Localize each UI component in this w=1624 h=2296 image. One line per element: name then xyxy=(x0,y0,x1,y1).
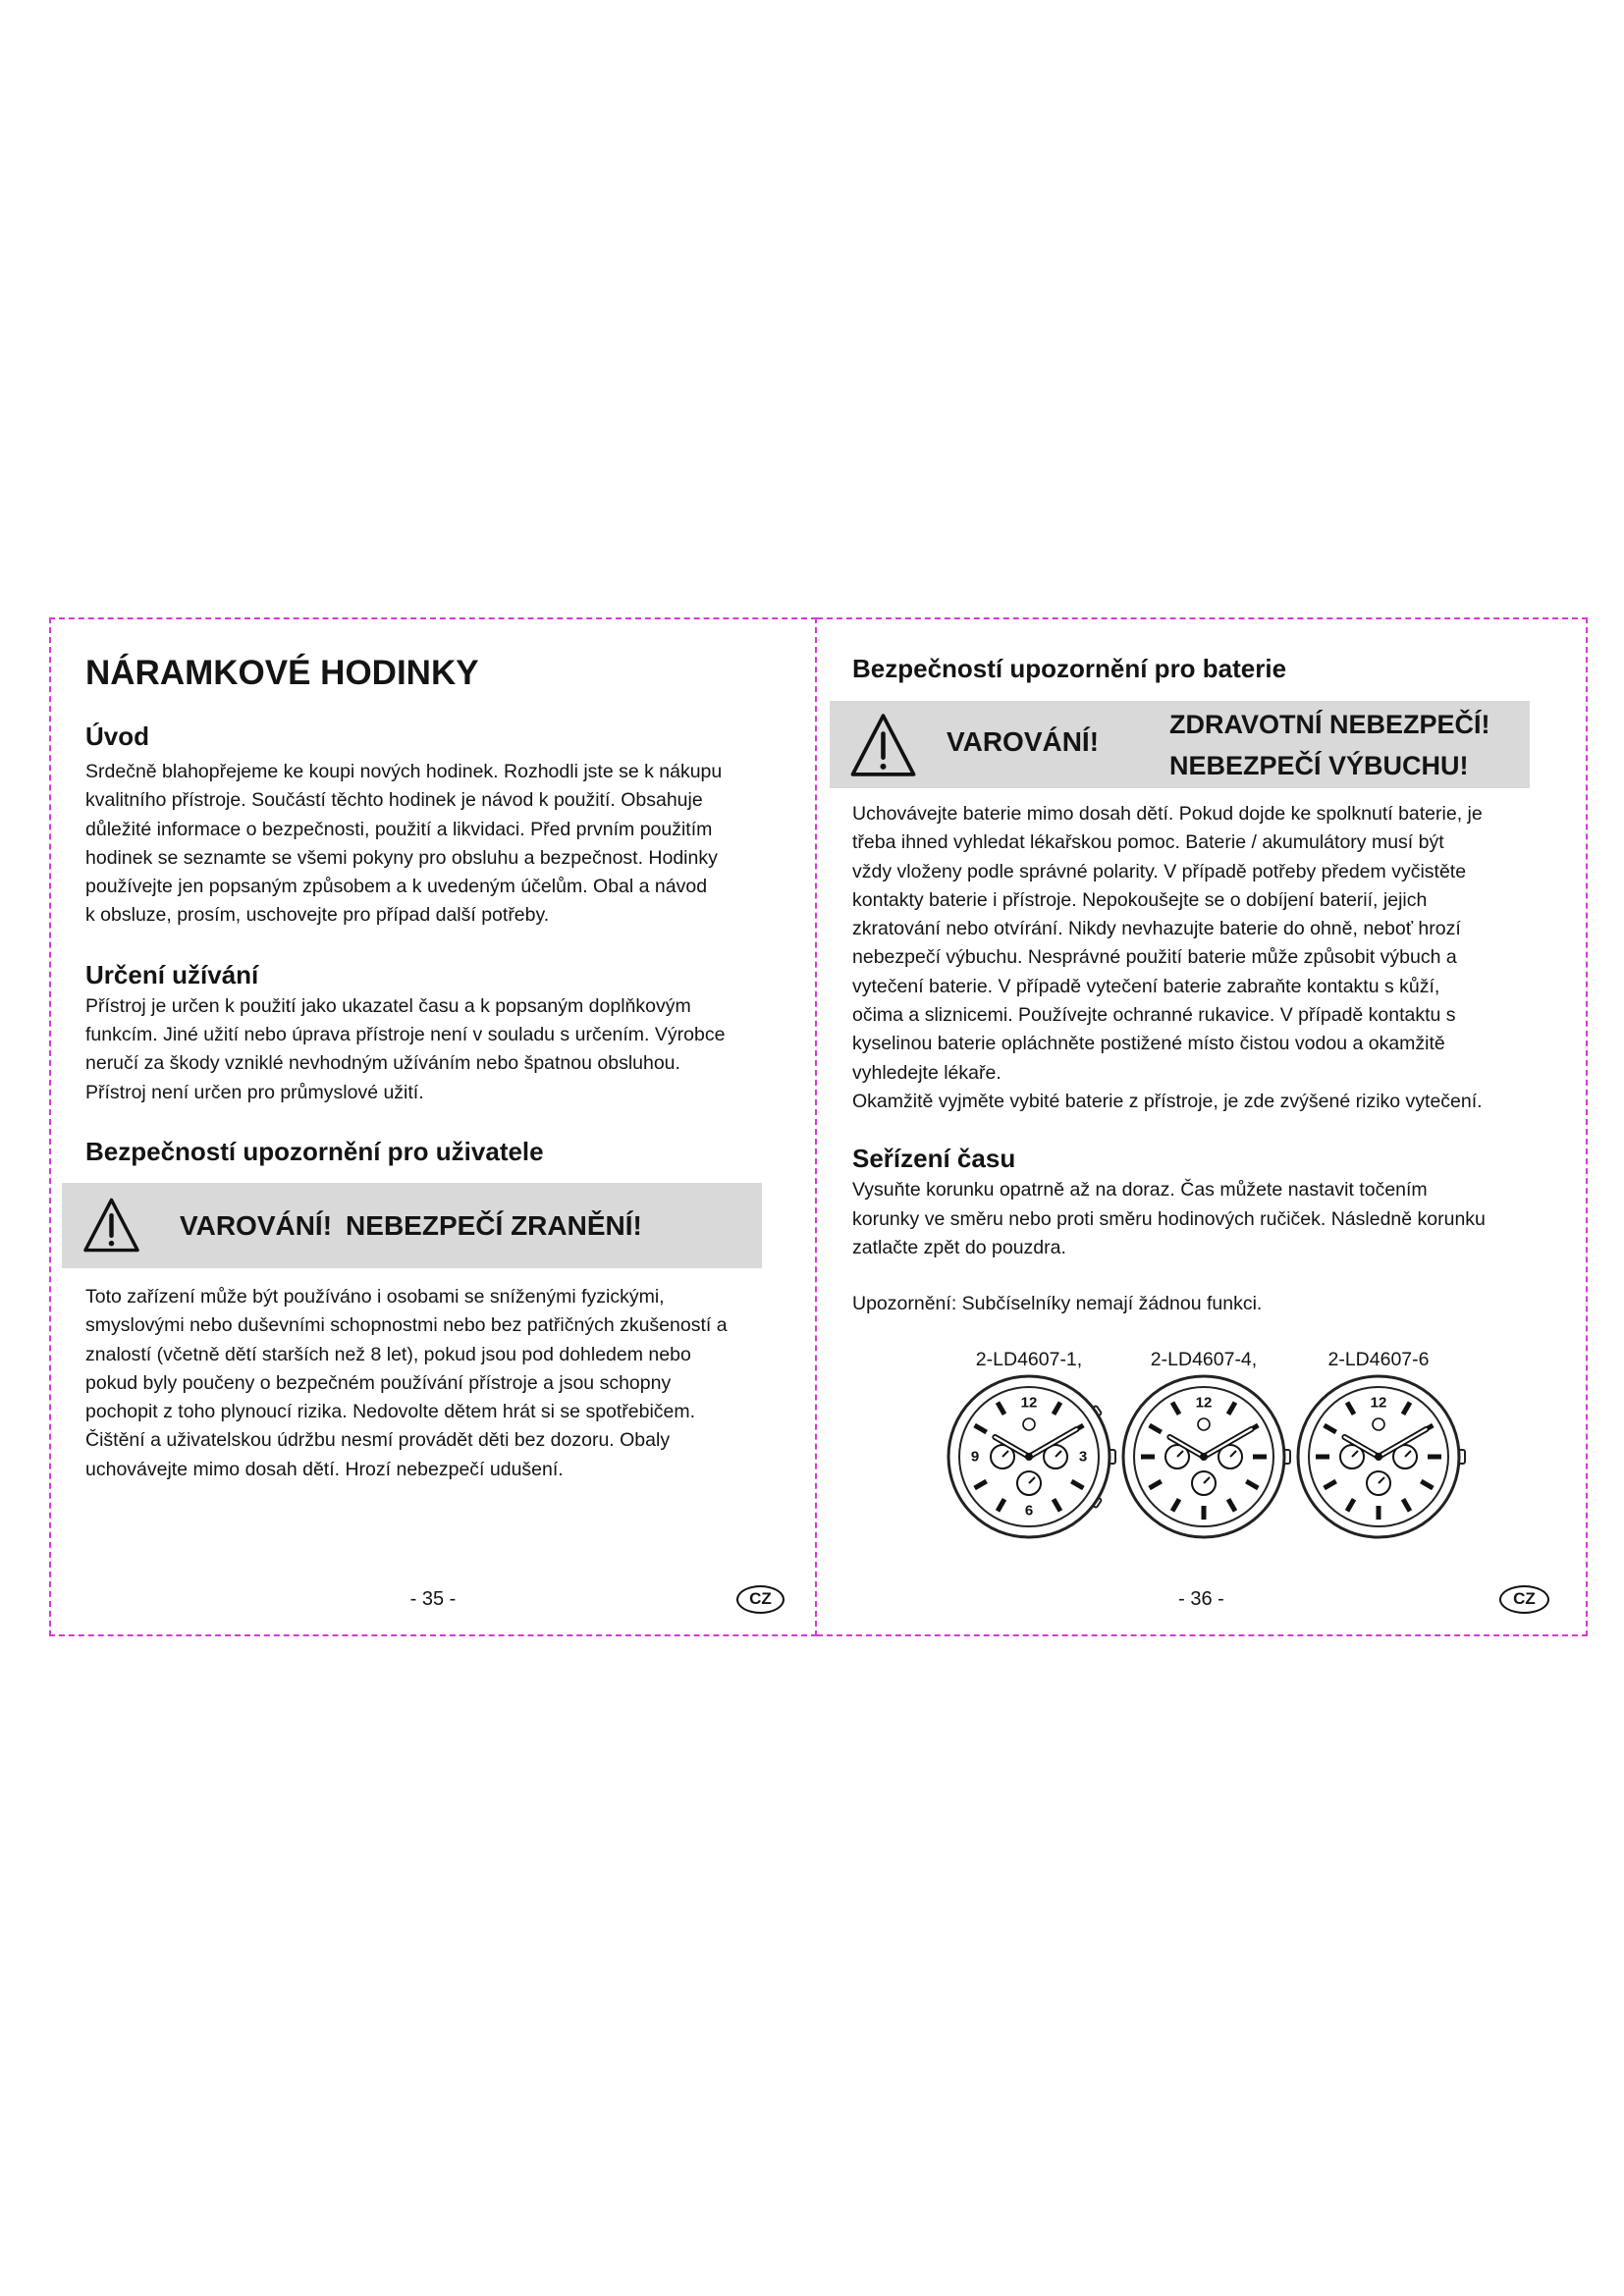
center-cap xyxy=(1025,1453,1033,1461)
dial-numeral-9: 9 xyxy=(970,1448,980,1466)
center-cap xyxy=(1375,1453,1382,1461)
warning-label: VAROVÁNÍ! xyxy=(947,726,1100,757)
language-badge: CZ xyxy=(736,1585,785,1614)
warning-label: VAROVÁNÍ! xyxy=(180,1209,333,1241)
center-cap xyxy=(1200,1453,1208,1461)
text-line: vždy vloženy podle správné polarity. V případě potřeby předem vyčistěte xyxy=(852,860,1467,882)
watch-illustration xyxy=(1291,1372,1466,1541)
time-setting-paragraph xyxy=(852,1176,1574,1262)
section-heading-intro: Úvod xyxy=(85,721,149,751)
warning-text xyxy=(180,1183,642,1268)
text-line: korunky ve směru nebo proti směru hodinových ručiček. Následně korunku xyxy=(852,1207,1486,1230)
watch-model-label: 2-LD4607-4, xyxy=(1150,1349,1258,1371)
text-line: Okamžitě vyjměte vybité baterie z přístroje, je zde zvýšené riziko vytečení. xyxy=(852,1090,1483,1112)
dial-numeral-12: 12 xyxy=(1370,1394,1387,1412)
warning-box-battery xyxy=(830,701,1530,788)
brand-emblem xyxy=(1023,1418,1035,1430)
brand-emblem xyxy=(1198,1418,1210,1430)
text-line: vytečení baterie. V případě vytečení baterie zabraňte kontaktu s kůží, xyxy=(852,975,1440,997)
warning-box-injury xyxy=(62,1183,762,1268)
battery-safety-paragraph xyxy=(852,800,1574,1116)
page-number: - 36 - xyxy=(1178,1588,1224,1610)
text-line: smyslovými nebo duševními schopnostmi nebo bez patřičných zkušeností a xyxy=(85,1314,728,1337)
watch-illustration xyxy=(1116,1372,1291,1541)
text-line: Toto zařízení může být používáno i osobami se sníženými fyzickými, xyxy=(85,1285,665,1308)
text-line: Přístroj není určen pro průmyslové užití. xyxy=(85,1081,424,1103)
right-page-content xyxy=(852,652,1574,1541)
watch-model-label: 2-LD4607-1, xyxy=(975,1349,1083,1371)
text-line: funkcím. Jiné užití nebo úprava přístroje není v souladu s určením. Výrobce xyxy=(85,1024,726,1046)
warning-hazard: NEBEZPEČÍ ZRANĚNÍ! xyxy=(346,1209,642,1241)
text-line: nebezpečí výbuchu. Nesprávné použití baterie může způsobit výbuch a xyxy=(852,946,1457,969)
watch-model xyxy=(942,1347,1116,1541)
user-safety-paragraph xyxy=(85,1283,807,1484)
text-line: třeba ihned vyhledat lékařskou pomoc. Baterie / akumulátory musí být xyxy=(852,831,1444,854)
text-line: vyhledejte lékaře. xyxy=(852,1061,1001,1084)
watch-model xyxy=(1291,1347,1466,1541)
warning-triangle-icon xyxy=(849,711,917,779)
text-line: kyselinou baterie opláchněte postižené místo čistou vodou a okamžitě xyxy=(852,1033,1445,1055)
text-line: Přístroj je určen k použití jako ukazatel času a k popsaným doplňkovým xyxy=(85,994,691,1017)
text-line: pochopit z toho plynoucí rizika. Nedovolte dětem hrát si se spotřebičem. xyxy=(85,1401,696,1423)
text-line: neručí za škody vzniklé nevhodným užíváním nebo špatnou obsluhou. xyxy=(85,1052,680,1075)
section-heading-battery-safety: Bezpečností upozornění pro baterie xyxy=(852,654,1287,683)
text-line: zatlačte zpět do pouzdra. xyxy=(852,1236,1066,1258)
dial-numeral-12: 12 xyxy=(1020,1394,1038,1412)
watch-models xyxy=(942,1347,1574,1541)
subdial-note: Upozornění: Subčíselníky nemají žádnou funkci. xyxy=(852,1293,1263,1315)
watch-model-label: 2-LD4607-6 xyxy=(1327,1349,1430,1371)
text-line: uchovávejte mimo dosah dětí. Hrozí nebezpečí udušení. xyxy=(85,1458,564,1480)
text-line: očima a sliznicemi. Používejte ochranné rukavice. V případě kontaktu s xyxy=(852,1004,1456,1027)
section-heading-intended-use: Určení užívání xyxy=(85,959,259,989)
text-line: důležité informace o bezpečnosti, použití a likvidaci. Před prvním použitím xyxy=(85,818,713,840)
right-page xyxy=(817,617,1588,1636)
text-line: hodinek se seznamte se všemi pokyny pro obsluhu a bezpečnost. Hodinky xyxy=(85,846,718,869)
intended-use-paragraph xyxy=(85,992,807,1107)
dial-numeral-12: 12 xyxy=(1195,1394,1213,1412)
text-line: Uchovávejte baterie mimo dosah dětí. Pokud dojde ke spolknutí baterie, je xyxy=(852,803,1483,825)
section-heading-user-safety: Bezpečností upozornění pro uživatele xyxy=(85,1136,544,1166)
watch-illustration xyxy=(942,1372,1116,1541)
warning-triangle-icon xyxy=(82,1196,140,1255)
text-line: Srdečně blahopřejeme ke koupi nových hodinek. Rozhodli jste se k nákupu xyxy=(85,761,723,782)
document-title: NÁRAMKOVÉ HODINKY xyxy=(85,654,479,692)
text-line: k obsluze, prosím, uschovejte pro případ další potřeby. xyxy=(85,904,550,927)
text-line: kontakty baterie i přístroje. Nepokoušejte se o dobíjení baterií, jejich xyxy=(852,888,1428,911)
text-line: znalostí (včetně dětí starších než 8 let), pokud jsou pod dohledem nebo xyxy=(85,1343,691,1365)
page-number: - 35 - xyxy=(409,1588,457,1610)
warning-hazard: ZDRAVOTNÍ NEBEZPEČÍ! xyxy=(1169,710,1490,739)
dial-numeral-6: 6 xyxy=(1024,1502,1034,1520)
brand-emblem xyxy=(1373,1418,1384,1430)
warning-hazard: NEBEZPEČÍ VÝBUCHU! xyxy=(1169,751,1469,780)
text-line: používejte jen popsaným způsobem a k uvedeným účelům. Obal a návod xyxy=(85,876,708,898)
text-line: pokud byly poučeny o bezpečném používání přístroje a jsou schopny xyxy=(85,1371,672,1394)
text-line: kvalitního přístroje. Součástí těchto hodinek je návod k použití. Obsahuje xyxy=(85,789,703,812)
watch-model xyxy=(1116,1347,1291,1541)
warning-hazards xyxy=(1169,704,1490,786)
dial-numeral-3: 3 xyxy=(1078,1448,1088,1466)
left-page xyxy=(49,617,817,1636)
left-page-content xyxy=(85,652,807,1484)
language-badge: CZ xyxy=(1499,1585,1549,1614)
section-heading-time-setting: Seřízení času xyxy=(852,1144,1016,1174)
text-line: zkratování nebo otvírání. Nikdy nevhazujte baterie do ohně, neboť hrozí xyxy=(852,918,1461,940)
text-line: Čištění a uživatelskou údržbu nesmí provádět děti bez dozoru. Obaly xyxy=(85,1429,671,1452)
text-line: Vysuňte korunku opatrně až na doraz. Čas můžete nastavit točením xyxy=(852,1179,1428,1201)
intro-paragraph xyxy=(85,758,807,931)
